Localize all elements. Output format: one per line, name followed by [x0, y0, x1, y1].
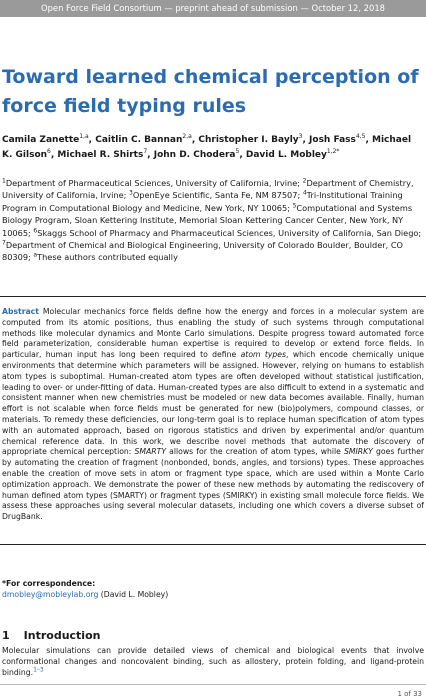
author-affiliation-mark: 4,5 — [355, 133, 366, 140]
author-affiliation-mark: 2,a — [182, 133, 192, 140]
author-affiliation-mark: 5 — [235, 147, 240, 155]
author-affiliation-mark: 6 — [47, 147, 51, 155]
author-affiliation-mark: 1,2* — [326, 147, 340, 155]
abstract-emphasis: SMARTY — [134, 447, 167, 457]
author-name: Camila Zanette — [2, 135, 80, 145]
abstract-emphasis: atom types — [240, 350, 287, 360]
author-affiliation-mark: 3 — [298, 133, 303, 140]
citation-link[interactable]: 1–3 — [33, 666, 44, 674]
affiliation: Department of Chemical and Biological Engineering, University of Colorado Boulder, Boulder, CO 80309; — [2, 240, 404, 263]
abstract-text: goes further by automating the creation of fragment (nonbonded, bonds, angles, and torsions) types. These approaches enable the creation of move sets in atom or fragment type space, which are used within a Monte Carlo optimization approach. We demonstrate the power of these new methods by automating the rediscovery of human defined atom types (SMARTY) or fragment types (SMIRKY) in existing small molecule force fields. We assess these approaches using several molecular datasets, including one which covers a diverse subset of DrugBank. — [2, 447, 425, 522]
author-affiliation-mark: 7 — [143, 147, 148, 155]
abstract — [2, 307, 424, 523]
author-name: David L. Mobley — [245, 149, 327, 160]
affiliation-mark: a — [33, 251, 38, 259]
section-heading — [2, 629, 100, 642]
correspondence-name: (David L. Mobley) — [100, 590, 169, 599]
abstract-text: Molecular mechanics force fields define how the energy and forces in a molecular system are computed from its atomic positions, thus enabling the study of such systems through computational methods like molecular dynamics and Monte Carlo simulations. Despite progress toward automated force field parameterization, considerable human expertise is required to develop or extend force fields. In particular, human input has long been required to define — [2, 307, 424, 360]
author-name: Caitlin C. Bannan — [95, 135, 183, 145]
affiliation: OpenEye Scientific, Santa Fe, NM 87507; — [132, 190, 301, 201]
affiliation: These authors contributed equally — [37, 252, 178, 263]
author-affiliation-mark: 1,a — [79, 133, 89, 140]
affiliation-mark: 2 — [302, 177, 307, 185]
affiliation: Department of Chemistry, University of California, Irvine; — [2, 178, 414, 201]
footer-rule — [0, 684, 426, 685]
page-number: 1 of 33 — [397, 690, 422, 698]
affiliation-mark: 4 — [302, 189, 307, 197]
affiliation: Computational and Systems Biology Program, Sloan Kettering Institute, Memorial Sloan Kettering Cancer Center, New York, NY 10065; — [2, 202, 413, 238]
author-name: John D. Chodera — [153, 149, 236, 160]
intro-text: Molecular simulations can provide detailed views of chemical and biological events that involve conformational changes and noncovalent binding, such as allostery, protein folding, and ligand-protein binding. — [2, 646, 424, 677]
correspondence-label: *For correspondence: — [2, 579, 96, 588]
section-title: Introduction — [23, 629, 101, 642]
author-name: Michael R. Shirts — [57, 149, 144, 160]
affiliation-mark: 7 — [2, 239, 6, 247]
affiliation: Tri-Institutional Training Program in Computational Biology and Medicine, New York, NY 10065; — [2, 190, 403, 213]
section-divider — [0, 296, 426, 297]
affiliation-mark: 1 — [2, 177, 6, 185]
affiliations — [2, 177, 424, 264]
author-name: Christopher I. Bayly — [198, 135, 299, 145]
section-number: 1 — [2, 629, 10, 642]
author-name: Michael K. Gilson — [2, 135, 412, 160]
correspondence — [2, 578, 302, 600]
abstract-heading: Abstract — [2, 307, 39, 316]
affiliation-mark: 3 — [128, 189, 133, 197]
abstract-emphasis: SMIRKY — [344, 447, 373, 457]
author-name: Josh Fass — [309, 135, 356, 145]
affiliation: Department of Pharmaceutical Sciences, University of California, Irvine; — [5, 178, 301, 188]
abstract-text: allows for the creation of atom types, while — [166, 447, 345, 457]
affiliation-mark: 6 — [33, 226, 38, 234]
paper-title: Toward learned chemical perception of force field typing rules — [2, 66, 419, 117]
affiliation: Skaggs School of Pharmacy and Pharmaceutical Sciences, University of California, San Diego; — [37, 227, 422, 238]
preprint-banner: Open Force Field Consortium — preprint ahead of submission — October 12, 2018 — [0, 0, 426, 17]
intro-paragraph — [2, 646, 424, 678]
affiliation-mark: 5 — [292, 202, 297, 210]
abstract-text: , which encode chemically unique environments that determine which parameters will be assigned. However, relying on humans to establish atom types is suboptimal. Human-created atom types are often developed without statistical justification, leading to over- or under-fitting of data. Human-created types are also difficult to extend in a systematic and consistent manner when new chemistries must be modeled or new data becomes available. Finally, human effort is not scalable when force fields must be generated for new (bio)polymers, compound classes, or materials. To remedy these deficiencies, our long-term goal is to replace human specification of atom types with an automated approach, based on rigorous statistics and driven by experimental and/or quantum chemical reference data. In this work, we describe novel methods that automate the discovery of appropriate chemical perception: — [2, 350, 425, 457]
section-divider — [0, 544, 426, 545]
author-list: Camila Zanette$^{1,a}$, Caitlin C. Bannan$^{2,a}$, Christopher I. Bayly$^3$, Josh Fass$^{4,5}$, Michael K. Gilson$^6$, Michael R. Shirts$^7$, John D. Chodera$^5$, David L. Mobley$^{1,2*}$ — [2, 133, 412, 160]
correspondence-email-link[interactable]: dmobley@mobleylab.org — [2, 590, 99, 599]
